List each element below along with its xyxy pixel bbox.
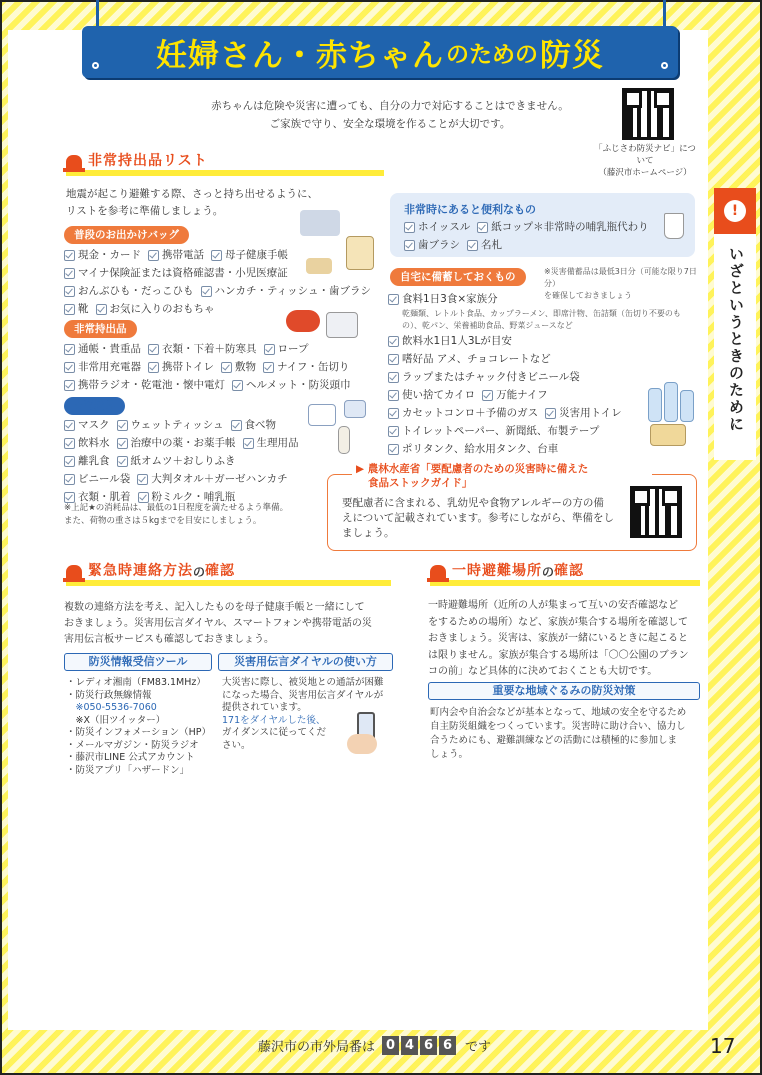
- section-heading-contact: [66, 563, 391, 586]
- checkbox-item[interactable]: [404, 218, 470, 236]
- checkbox-item[interactable]: [388, 350, 551, 368]
- item-label: お気に入りのおもちゃ: [109, 303, 215, 315]
- checkbox-item[interactable]: [117, 434, 236, 452]
- checkbox-item[interactable]: [467, 236, 502, 254]
- contact-title-particle: の: [193, 565, 206, 579]
- alert-icon: !: [724, 200, 746, 222]
- check-icon: [388, 336, 399, 347]
- item-label: 大判タオル＋ガーゼハンカチ: [151, 473, 288, 485]
- check-icon: [64, 250, 75, 261]
- emergency-lead: [66, 186, 318, 220]
- checkbox-item[interactable]: [211, 246, 288, 264]
- checkbox-item[interactable]: [231, 416, 277, 434]
- item-label: 現金・カード: [78, 249, 141, 261]
- qr-caption: [593, 143, 697, 179]
- checkbox-item[interactable]: [404, 236, 460, 254]
- check-icon: [263, 362, 274, 373]
- checkbox-item[interactable]: [477, 218, 648, 236]
- check-icon: [96, 304, 107, 315]
- evacuation-title-end: 確認: [554, 563, 585, 579]
- section-heading-emergency-list: [66, 153, 384, 176]
- siren-icon: [66, 155, 82, 169]
- check-icon: [221, 362, 232, 373]
- check-icon: [201, 286, 212, 297]
- guide-body-line2: えについて記載されています。参考にしながら、準備をし: [342, 512, 614, 524]
- item-label: 災害用トイレ: [559, 407, 622, 419]
- label-carry-out: 非常持出品: [64, 320, 137, 338]
- check-icon: [148, 362, 159, 373]
- checkbox-item[interactable]: [264, 340, 309, 358]
- item-label: ポリタンク、給水用タンク、台車: [402, 443, 559, 455]
- checkbox-item[interactable]: [64, 264, 288, 282]
- footer-area-code: [258, 1036, 491, 1055]
- check-icon: [388, 426, 399, 437]
- section-heading-evacuation: [430, 563, 700, 586]
- check-icon: [148, 250, 159, 261]
- check-icon: [467, 240, 478, 251]
- water-bottle-illustration: [680, 390, 694, 422]
- checkbox-item[interactable]: [64, 376, 225, 394]
- title-part3: 防災: [540, 37, 604, 74]
- item-label: おんぶひも・だっこひも: [78, 285, 194, 297]
- item-label: マイナ保険証または資格確認書・小児医療証: [78, 267, 288, 279]
- item-label: 衣類・下着＋防寒具: [162, 343, 257, 355]
- item-label: ハンカチ・ティッシュ・歯ブラシ: [214, 285, 371, 297]
- item-label: 紙コップ＊非常時の哺乳瓶代わり: [491, 221, 649, 233]
- check-icon: [138, 492, 149, 503]
- item-label: 食べ物: [244, 419, 277, 431]
- check-icon: [404, 240, 415, 251]
- evacuation-line: 一時避難場所（近所の人が集まって互いの安否確認など: [428, 600, 678, 611]
- tool-item[interactable]: ・防災アプリ「ハザードン」: [66, 764, 190, 776]
- food-examples: 乾麺類、レトルト食品、カップラーメン、即席汁物、缶詰類（缶切り不要のもの）、乾パン、栄養補助食品、野菜ジュースなど: [402, 309, 681, 330]
- evacuation-line: おきましょう。災害は、家族が一緒にいるときに起こると: [428, 633, 688, 644]
- contact-body-line1: 複数の連絡方法を考え、記入したものを母子健康手帳と一緒にして: [64, 602, 365, 613]
- item-label: トイレットペーパー、新聞紙、布製テープ: [402, 425, 600, 437]
- check-icon: [231, 420, 242, 431]
- checkbox-item[interactable]: [148, 246, 204, 264]
- evacuation-line: は限りません。家族が集合する場所は「〇〇公園のブラン: [428, 649, 689, 661]
- smartphone-hand-illustration: [345, 712, 385, 758]
- title-part1: 妊婦さん・赤ちゃん: [156, 37, 444, 74]
- contact-body-line3: 害用伝言板サービスも確認しておきましょう。: [64, 634, 274, 645]
- checkbox-item[interactable]: [96, 300, 215, 318]
- useful-items-heading: 非常時にあると便利なもの: [404, 203, 536, 216]
- guide-title-line1: ▶ 農林水産省「要配慮者のための災害時に備えた: [356, 463, 589, 475]
- check-icon: [477, 222, 488, 233]
- lead-line1: 地震が起こり避難する際、さっと持ち出せるように、: [66, 188, 318, 200]
- item-label: 携帯電話: [162, 249, 204, 261]
- checkbox-item[interactable]: [117, 416, 224, 434]
- check-icon: [545, 408, 556, 419]
- intro-line2: ご家族で守り、安全な環境を作ることが大切です。: [269, 118, 511, 130]
- evacuation-line: をするための場所）など、家族が集合する場所を確認して: [428, 616, 688, 628]
- item-label: 敷物: [234, 361, 256, 373]
- check-icon: [148, 344, 159, 355]
- item-label: 使い捨てカイロ: [402, 389, 476, 401]
- check-icon: [264, 344, 275, 355]
- item-label: 衣類・肌着: [78, 491, 131, 503]
- food-stock-illustration: [650, 424, 686, 446]
- check-icon: [388, 408, 399, 419]
- guide-title-line2: 食品ストックガイド」: [368, 477, 473, 489]
- checkbox-item[interactable]: [482, 386, 547, 404]
- check-icon: [64, 380, 75, 391]
- checkbox-item[interactable]: [388, 440, 558, 458]
- checkbox-item[interactable]: [388, 368, 580, 386]
- contact-title-main: 緊急時連絡方法: [88, 563, 193, 579]
- area-code-digit: 0: [382, 1036, 399, 1055]
- dial-line: になった場合、災害用伝言ダイヤルが: [222, 689, 384, 701]
- item-label: 歯ブラシ: [418, 239, 460, 251]
- check-icon: [243, 438, 254, 449]
- check-icon: [137, 474, 148, 485]
- water-bottle-illustration: [664, 382, 678, 422]
- check-icon: [64, 420, 75, 431]
- check-icon: [64, 438, 75, 449]
- checkbox-item[interactable]: [201, 282, 371, 300]
- dial-line: 大災害に際し、被災地との通話が困難: [222, 677, 384, 688]
- diaper-illustration: [308, 404, 336, 426]
- home-stock-note-line1: ※災害備蓄品は最低3日分（可能な限り7日分）: [544, 267, 697, 288]
- checkbox-item[interactable]: [148, 358, 214, 376]
- item-label: 生理用品: [256, 437, 299, 449]
- tool-item[interactable]: ・防災インフォメーション（HP）: [66, 727, 212, 738]
- area-code-digit: 6: [439, 1036, 456, 1055]
- footer-prefix: 藤沢市の市外局番は: [258, 1040, 376, 1055]
- item-label: 飲料水: [78, 437, 110, 449]
- item-label: 治療中の薬・お薬手帳: [130, 437, 236, 449]
- check-icon: [404, 222, 415, 233]
- check-icon: [64, 492, 75, 503]
- item-label: 通帳・貴重品: [78, 343, 141, 355]
- label-consumables: ★消耗品: [64, 397, 125, 415]
- item-label: 名札: [481, 239, 502, 251]
- useful-items-list: [404, 218, 656, 254]
- check-icon: [64, 344, 75, 355]
- community-line: 合うためにも、避難訓練などの活動には積極的に参加しま: [430, 735, 678, 746]
- baby-bottle-illustration: [338, 426, 350, 454]
- item-label: 粉ミルク・哺乳瓶: [151, 491, 236, 503]
- checkbox-item[interactable]: [388, 332, 512, 350]
- daily-bag-list: [64, 246, 378, 318]
- ring-left-icon: [92, 62, 99, 69]
- check-icon: [64, 286, 75, 297]
- emergency-list-title: 非常持出品リスト: [88, 153, 208, 169]
- checkbox-item[interactable]: [545, 404, 621, 422]
- checkbox-item[interactable]: [388, 290, 498, 308]
- qr-code-bousai-navi[interactable]: [622, 88, 674, 140]
- check-icon: [64, 362, 75, 373]
- item-label: 食料1日3食×家族分: [402, 293, 498, 305]
- intro-line1: 赤ちゃんは危険や災害に遭っても、自分の力で対応することはできません。: [211, 100, 569, 112]
- check-icon: [64, 304, 75, 315]
- community-body: [430, 706, 686, 762]
- tool-item[interactable]: ・レディオ湘南（FM83.1MHz）: [66, 677, 206, 688]
- water-bottle-illustration: [648, 388, 662, 422]
- community-line: 自主防災組織をつくっています。災害時に助け合い、協力し: [430, 721, 686, 732]
- dial-line: さい。: [222, 739, 251, 751]
- checkbox-item[interactable]: [64, 434, 110, 452]
- label-home-stock: 自宅に備蓄しておくもの: [390, 268, 526, 286]
- side-index-tab[interactable]: [714, 188, 756, 460]
- check-icon: [117, 456, 128, 467]
- item-label: ナイフ・缶切り: [276, 361, 350, 373]
- home-stock-note-line2: を確保しておきましょう: [544, 291, 632, 300]
- check-icon: [388, 354, 399, 365]
- checkbox-item[interactable]: [64, 358, 141, 376]
- check-icon: [388, 294, 399, 305]
- evacuation-title-particle: の: [542, 565, 555, 579]
- page-title: [82, 26, 678, 78]
- item-label: カセットコンロ＋予備のガス: [402, 407, 539, 419]
- useful-items-box: [390, 193, 695, 257]
- item-label: ラップまたはチャック付きビニール袋: [402, 371, 580, 383]
- guide-body-line1: 要配慮者に含まれる、乳幼児や食物アレルギーの方の備: [342, 497, 604, 509]
- tool-item[interactable]: ※X（旧ツイッター）: [66, 714, 166, 726]
- checkbox-item[interactable]: [263, 358, 349, 376]
- checkbox-item[interactable]: [388, 404, 538, 422]
- title-part2: のための: [446, 41, 538, 68]
- tool-item[interactable]: ・メールマガジン・防災ラジオ: [66, 739, 199, 751]
- tools-heading: 防災情報受信ツール: [64, 653, 212, 671]
- food-stock-guide-body: [342, 496, 614, 541]
- tool-item[interactable]: ・防災行政無線情報: [66, 689, 152, 701]
- community-line: 町内会や自治会などが基本となって、地域の安全を守るため: [430, 707, 687, 718]
- checkbox-item[interactable]: [64, 470, 130, 488]
- carry-out-list: [64, 340, 358, 394]
- evacuation-title-main: 一時避難場所: [452, 563, 542, 579]
- area-code-digit: 4: [401, 1036, 418, 1055]
- siren-icon: [66, 565, 82, 579]
- item-label: ロープ: [277, 343, 309, 355]
- clothes-illustration: [326, 312, 358, 338]
- tools-list: [66, 677, 211, 777]
- item-label: 万能ナイフ: [496, 389, 548, 401]
- item-label: 嗜好品 アメ、チョコレートなど: [402, 353, 551, 365]
- side-tab-label: いざというときのために: [727, 246, 745, 433]
- item-label: 離乳食: [78, 455, 110, 467]
- check-icon: [64, 456, 75, 467]
- ring-right-icon: [661, 62, 668, 69]
- checkbox-item[interactable]: [221, 358, 256, 376]
- item-label: 非常用充電器: [78, 361, 141, 373]
- page-number: 17: [710, 1034, 736, 1058]
- side-tab-header: [714, 188, 756, 234]
- guide-body-line3: ましょう。: [342, 527, 395, 539]
- intro-text: [170, 97, 610, 133]
- dial-line: ガイダンスに従ってくだ: [222, 727, 327, 738]
- paper-cup-illustration: [664, 213, 684, 239]
- label-daily-bag: 普段のお出かけバッグ: [64, 226, 189, 244]
- contact-body: [64, 600, 394, 648]
- lead-line2: リストを参考に準備しましょう。: [66, 205, 224, 217]
- dial-heading: 災害用伝言ダイヤルの使い方: [218, 653, 393, 671]
- item-label: ビニール袋: [78, 473, 131, 485]
- checkbox-item[interactable]: [64, 282, 194, 300]
- item-label: 紙オムツ＋おしりふき: [130, 455, 236, 467]
- tool-item[interactable]: ・藤沢市LINE 公式アカウント: [66, 752, 195, 763]
- check-icon: [232, 380, 243, 391]
- item-label: ウェットティッシュ: [130, 419, 224, 431]
- evacuation-body: [428, 598, 703, 681]
- check-icon: [117, 438, 128, 449]
- checkbox-item[interactable]: [243, 434, 299, 452]
- item-label: マスク: [78, 419, 110, 431]
- item-label: 靴: [78, 303, 89, 315]
- checkbox-item[interactable]: [148, 340, 257, 358]
- item-label: 携帯トイレ: [162, 361, 214, 373]
- checkbox-item[interactable]: [64, 246, 141, 264]
- item-label: ヘルメット・防災頭巾: [246, 379, 351, 391]
- checkbox-item[interactable]: [232, 376, 351, 394]
- community-heading: 重要な地域ぐるみの防災対策: [428, 682, 700, 700]
- checkbox-item[interactable]: [64, 340, 141, 358]
- checkbox-item[interactable]: [137, 470, 287, 488]
- siren-icon: [430, 565, 446, 579]
- check-icon: [388, 372, 399, 383]
- check-icon: [64, 268, 75, 279]
- food-stock-guide-title[interactable]: [352, 462, 652, 490]
- checkbox-item[interactable]: [388, 422, 599, 440]
- item-label: 携帯ラジオ・乾電池・懐中電灯: [78, 379, 225, 391]
- evacuation-line: コの前」など具体的に決めておくことも大切です。: [428, 666, 658, 677]
- check-icon: [117, 420, 128, 431]
- checkbox-item[interactable]: [117, 452, 236, 470]
- qr-caption-line2: （藤沢市ホームページ）: [598, 168, 692, 178]
- area-code-digit: 6: [420, 1036, 437, 1055]
- item-label: 母子健康手帳: [225, 249, 288, 261]
- note-line1: ※上記★の消耗品は、最低の1日程度を満たせるよう準備。: [64, 503, 289, 513]
- qr-code-food-stock-guide[interactable]: [630, 486, 682, 538]
- item-label: ホイッスル: [418, 221, 471, 233]
- checkbox-item[interactable]: [388, 386, 475, 404]
- wallet-illustration: [300, 210, 340, 236]
- dial-line-171: 171をダイヤルした後、: [222, 714, 326, 726]
- dial-line: 提供されています。: [222, 702, 307, 713]
- check-icon: [388, 444, 399, 455]
- item-label: 飲料水1日1人3Lが目安: [402, 335, 512, 347]
- flashlight-illustration: [286, 310, 320, 332]
- checkbox-item[interactable]: [64, 300, 89, 318]
- tool-phone-number[interactable]: ※050-5536-7060: [66, 702, 157, 713]
- footer-suffix: です: [465, 1040, 492, 1055]
- note-line2: また、荷物の重さは５kgまでを目安にしましょう。: [64, 516, 262, 526]
- check-icon: [482, 390, 493, 401]
- check-icon: [211, 250, 222, 261]
- check-icon: [64, 474, 75, 485]
- check-icon: [388, 390, 399, 401]
- community-line: しょう。: [430, 749, 469, 760]
- consumables-note: [64, 502, 288, 528]
- qr-caption-line1: 「ふじさわ防災ナビ」について: [594, 144, 696, 166]
- wipes-illustration: [344, 400, 366, 418]
- checkbox-item[interactable]: [64, 416, 110, 434]
- consumables-list: [64, 416, 306, 506]
- contact-title-end: 確認: [205, 563, 236, 579]
- contact-body-line2: おきましょう。災害用伝言ダイヤル、スマートフォンや携帯電話の災: [64, 618, 372, 629]
- checkbox-item[interactable]: [64, 452, 110, 470]
